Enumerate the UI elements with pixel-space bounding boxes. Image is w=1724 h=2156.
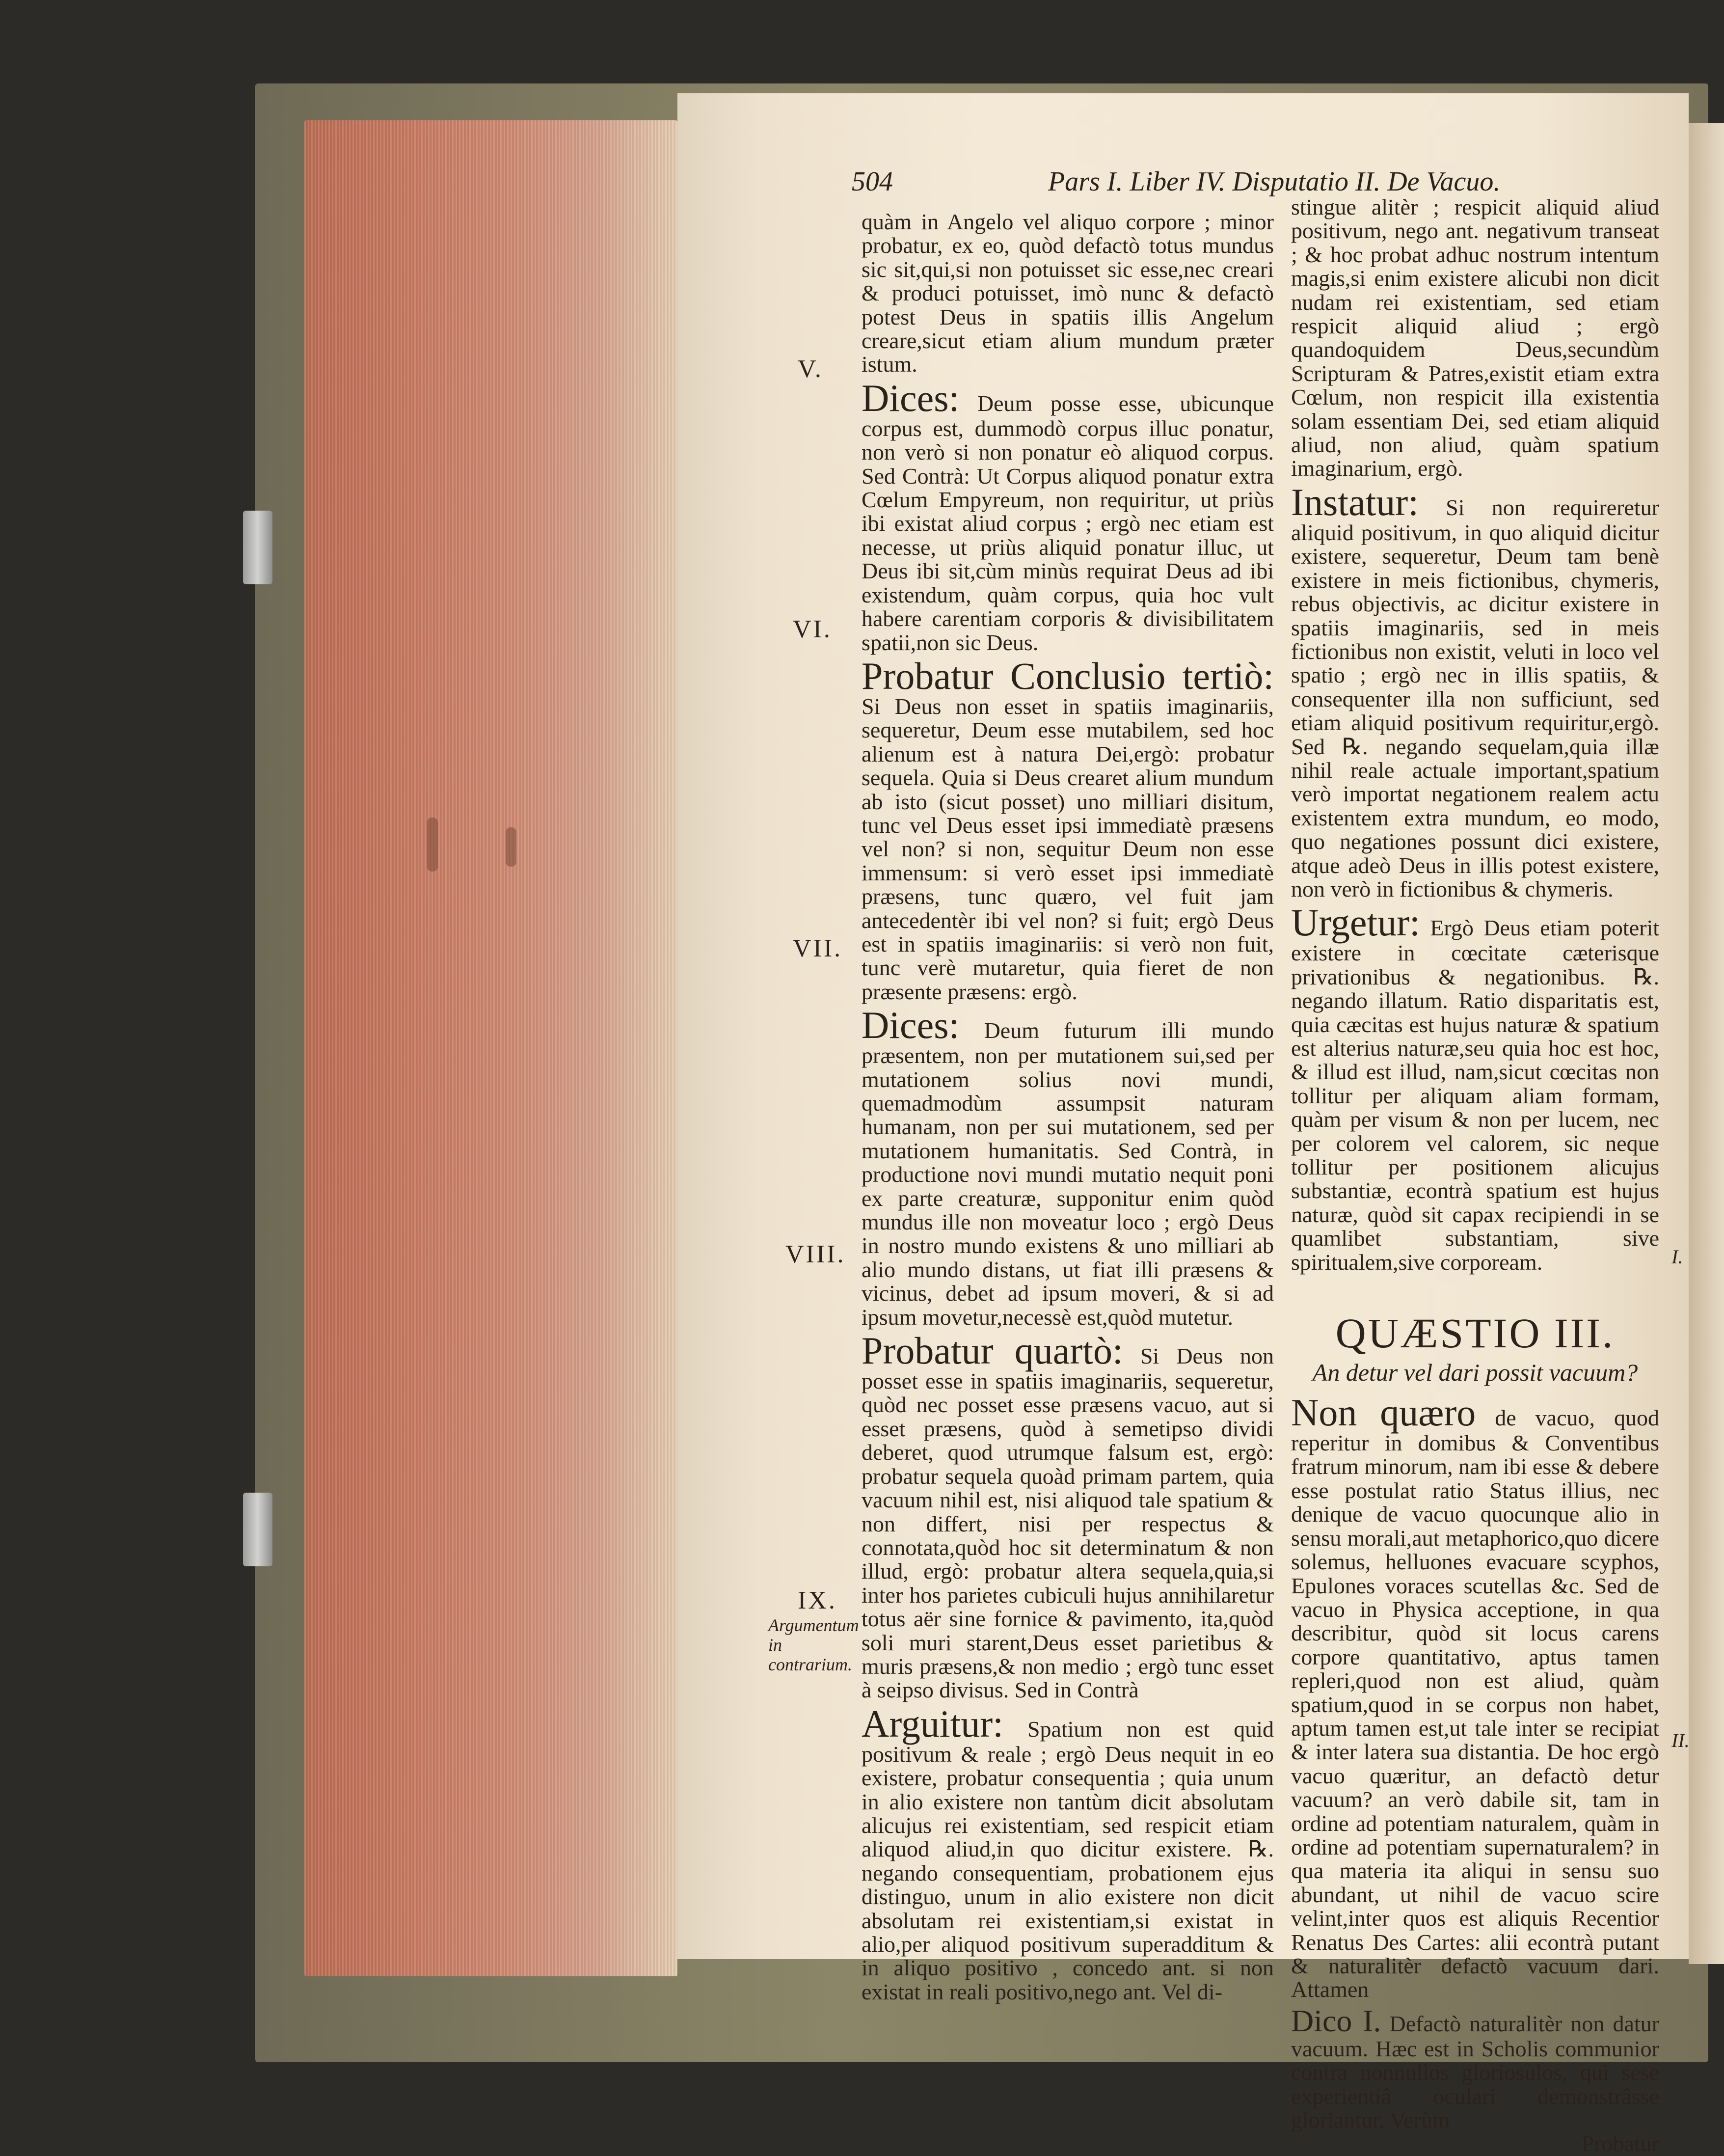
paragraph-lead: Urgetur: bbox=[1291, 901, 1420, 944]
paragraph: Instatur: Si non requireretur aliquid positivum, in quo aliquid dicitur existere, sequeretur, Deum tam benè existere in meis fictionibus, chymeris, rebus objectivis, ac dicitur existere in spatiis imaginariis, sed in meis fictionibus non existit, veluti in loco vel spatio ; ergò nec in illis spatiis, & consequenter illa non sufficiunt, sed etiam aliquid positivum requiritur,ergò. Sed ℞. negando sequelam,quia illæ nihil reale actuale important,spatium verò importat negationem realem actu existentem extra mundum, eo modo, quo negationes possunt dici existere, atque adeò Deus in illis potest existere, non verò in fictionibus & chymeris. bbox=[1291, 480, 1659, 901]
margin-note: Argumentum in contrarium. bbox=[768, 1615, 859, 1674]
right-column bbox=[1291, 195, 1659, 2156]
paragraph-lead: Instatur: bbox=[1291, 480, 1419, 523]
section-number: VII. bbox=[793, 934, 843, 962]
left-column bbox=[862, 210, 1274, 2004]
header-title: Pars I. Liber IV. Disputatio II. De Vacuo. bbox=[1048, 166, 1501, 197]
page-fore-edge bbox=[304, 120, 677, 1976]
section-number: V. bbox=[798, 355, 823, 383]
section-number: VIII. bbox=[785, 1240, 846, 1268]
paragraph: quàm in Angelo vel aliquo corpore ; minor probatur, ex eo, quòd defactò totus mundus sic sit,qui,si non potuisset sic esse,nec creari & produci potuisset, imò nunc & defactò potest Deus in spatiis illis Angelum creare,sicut etiam alium mundum præter istum. bbox=[862, 209, 1274, 377]
clasp-bottom bbox=[243, 1493, 272, 1566]
margin-note-right: II. bbox=[1671, 1729, 1690, 1751]
paragraph: stingue alitèr ; respicit aliquid aliud positivum, nego ant. negativum transeat ; & hoc probat adhuc nostrum intentum magis,si enim existere alicubi non dicit nudam rei existentiam, sed etiam respicit aliquid aliud ; ergò quandoquidem Deus,secundùm Scripturam & Patres,existit etiam extra Cœlum, non respicit illa existentia solam essentiam Dei, sed etiam aliquid aliud, non aliud, quàm spatium imaginarium, ergò. bbox=[1291, 194, 1659, 481]
paragraph: Arguitur: Spatium non est quid positivum & reale ; ergò Deus nequit in eo existere, probatur consequentia ; quia unum in alio existere non tantùm dicit absolutam alicujus rei existentiam, sed respicit etiam aliquod aliud,in quo dicitur existere. ℞. negando consequentiam, probationem ejus distinguo, unum in alio existere non dicit absolutam rei existentiam,si existat in alio,per aliquod positivum superadditum & in aliquo positivo , concedo ant. si non existat in reali positivo,nego ant. Vel di- bbox=[862, 1702, 1274, 2004]
running-head bbox=[852, 166, 1657, 195]
paragraph: Dico I. Defactò naturalitèr non datur vacuum. Hæc est in Scholis communior contra nonnullos gloriosulos, qui sese experientiâ oculari demonstrâsse gloriantur. Verùm bbox=[1291, 2003, 1660, 2133]
section-number: IX. bbox=[798, 1586, 837, 1614]
facing-page-edge bbox=[1689, 123, 1724, 1964]
stain bbox=[506, 827, 516, 867]
paragraph: Urgetur: Ergò Deus etiam poterit existere in cœcitate cæterisque privationibus & negationibus. ℞. negando illatum. Ratio disparitatis est, quia cæcitas est hujus naturæ & spatium est alterius naturæ,seu quia hoc est hoc, & illud est illud, nam,sicut cœcitas non tollitur per aliquam aliam formam, quàm per visum & non per lucem, nec per colorem vel calorem, sic neque tollitur per positionem alicujus substantiæ, econtrà spatium est hujus naturæ, quòd sit capax recipiendi in se quamlibet substantiam, sive spiritualem,sive corpoream. bbox=[1291, 901, 1660, 1275]
paragraph: Dices: Deum futurum illi mundo præsentem, non per mutationem sui,sed per mutationem solius novi mundi, quemadmodùm assumpsit naturam humanam, non per sui mutationem, sed per mutationem humanitatis. Sed Contrà, in productione novi mundi mutatio nequit poni ex parte creaturæ, supponitur enim quòd mundus ille non moveatur loco ; ergò Deus in nostro mundo existens & uno milliari ab alio mundo distans, ut fiat illi præsens & vicinus, debet ad ipsum moveri, & si ad ipsum movetur,necessè est,quòd mutetur. bbox=[862, 1004, 1274, 1330]
paragraph-lead: Dico I. bbox=[1291, 2003, 1381, 2038]
question-subtitle: An detur vel dari possit vacuum? bbox=[1312, 1359, 1638, 1387]
paragraph-lead: Probatur quartò: bbox=[862, 1329, 1123, 1372]
paragraph-lead: Probatur Conclusio tertiò: bbox=[862, 654, 1274, 697]
paragraph-lead: Non quæro bbox=[1291, 1391, 1476, 1434]
paragraph: Probatur quartò: Si Deus non posset esse in spatiis imaginariis, sequeretur, quòd nec posset esse præsens vacuo, aut si esset præsens, quòd à semetipso dividi deberet, quod utrumque falsum est, ergò: probatur sequela quoàd primam partem, quia vacuum nihil est, nisi aliquod tale spatium & non differt, nisi per respectus & connotata,quòd hoc sit determinatum & non illud, ergò: probatur altera sequela,quia,si inter hos parietes cubiculi hujus annihilaretur totus aër sine fornice & pavimento, ita,quòd soli muri starent,Deus esset parietibus & muris præsens,& non medio ; ergò tunc esset à seipso divisus. Sed in Contrà bbox=[862, 1329, 1274, 1703]
paragraph-lead: Arguitur: bbox=[862, 1702, 1003, 1745]
clasp-top bbox=[243, 511, 272, 584]
paragraph-lead: Dices: bbox=[862, 1004, 960, 1047]
catchword: Probatur bbox=[1581, 2131, 1659, 2156]
section-number: VI. bbox=[793, 615, 832, 643]
paragraph: Dices: Deum posse esse, ubicunque corpus est, dummodò corpus illuc ponatur, non verò si non ponatur eò aliquod corpus. Sed Contrà: Ut Corpus aliquod ponatur extra Cœlum Empyreum, non requiritur, ut priùs ibi existat aliud corpus ; ergò nec etiam est necesse, ut priùs aliquid ponatur illuc, ut Deus ibi sit,cùm minùs requirat Deus ad ibi existendum, quàm corpus, quia hoc vult habere carentiam corporis & divisibilitatem spatii,non sic Deus. bbox=[862, 376, 1274, 655]
margin-note-right: I. bbox=[1671, 1246, 1683, 1268]
paragraph: Non quæro de vacuo, quod reperitur in domibus & Conventibus fratrum minorum, nam ibi esse & debere esse postulat ratio Status illius, nec denique de vacuo quocunque alio in sensu morali,aut metaphorico,quo dicere solemus, helluones evacuare scyphos, Epulones voraces scutellas &c. Sed de vacuo in Physica acceptione, in qua describitur, quòd sit locus carens corpore quantitativo, aptus tamen repleri,quod non est aliud, quàm spatium,quod in se corpus non habet, aptum tamen est,ut tale inter se recipiat & inter latera sua distantia. De hoc ergò vacuo quæritur, an defactò detur vacuum? an verò dabile sit, tam in ordine ad potentiam naturalem, quàm in ordine ad potentiam supernaturalem? in qua materia ita aliqui in sensu suo abundant, ut nihil de vacuo scire velint,inter quos est aliquis Recentior Renatus Des Cartes: alii econtrà putant & naturalitèr defactò vacuum dari. Attamen bbox=[1291, 1391, 1659, 2002]
paragraph-lead: Dices: bbox=[862, 376, 960, 419]
paragraph: Probatur Conclusio tertiò: Si Deus non esset in spatiis imaginariis, sequeretur, Deum esse mutabilem, sed hoc alienum est à natura Dei,ergò: probatur sequela. Quia si Deus crearet alium mundum ab isto (sicut posset) uno milliari disitum, tunc vel Deus esset ipsi immediatè præsens vel non? si non, sequitur Deum non esse immensum: si verò esset ipsi immediatè præsens, tunc quæro, vel fuit jam antecedentèr ibi vel non? si fuit; ergò Deus est in spatiis imaginariis: si verò non fuit, tunc verè mutaretur, quia fieret de non præsente præsens: ergò. bbox=[862, 654, 1274, 1004]
question-title: QUÆSTIO III. bbox=[1335, 1310, 1615, 1357]
stain bbox=[427, 818, 438, 872]
page-number: 504 bbox=[852, 166, 893, 197]
